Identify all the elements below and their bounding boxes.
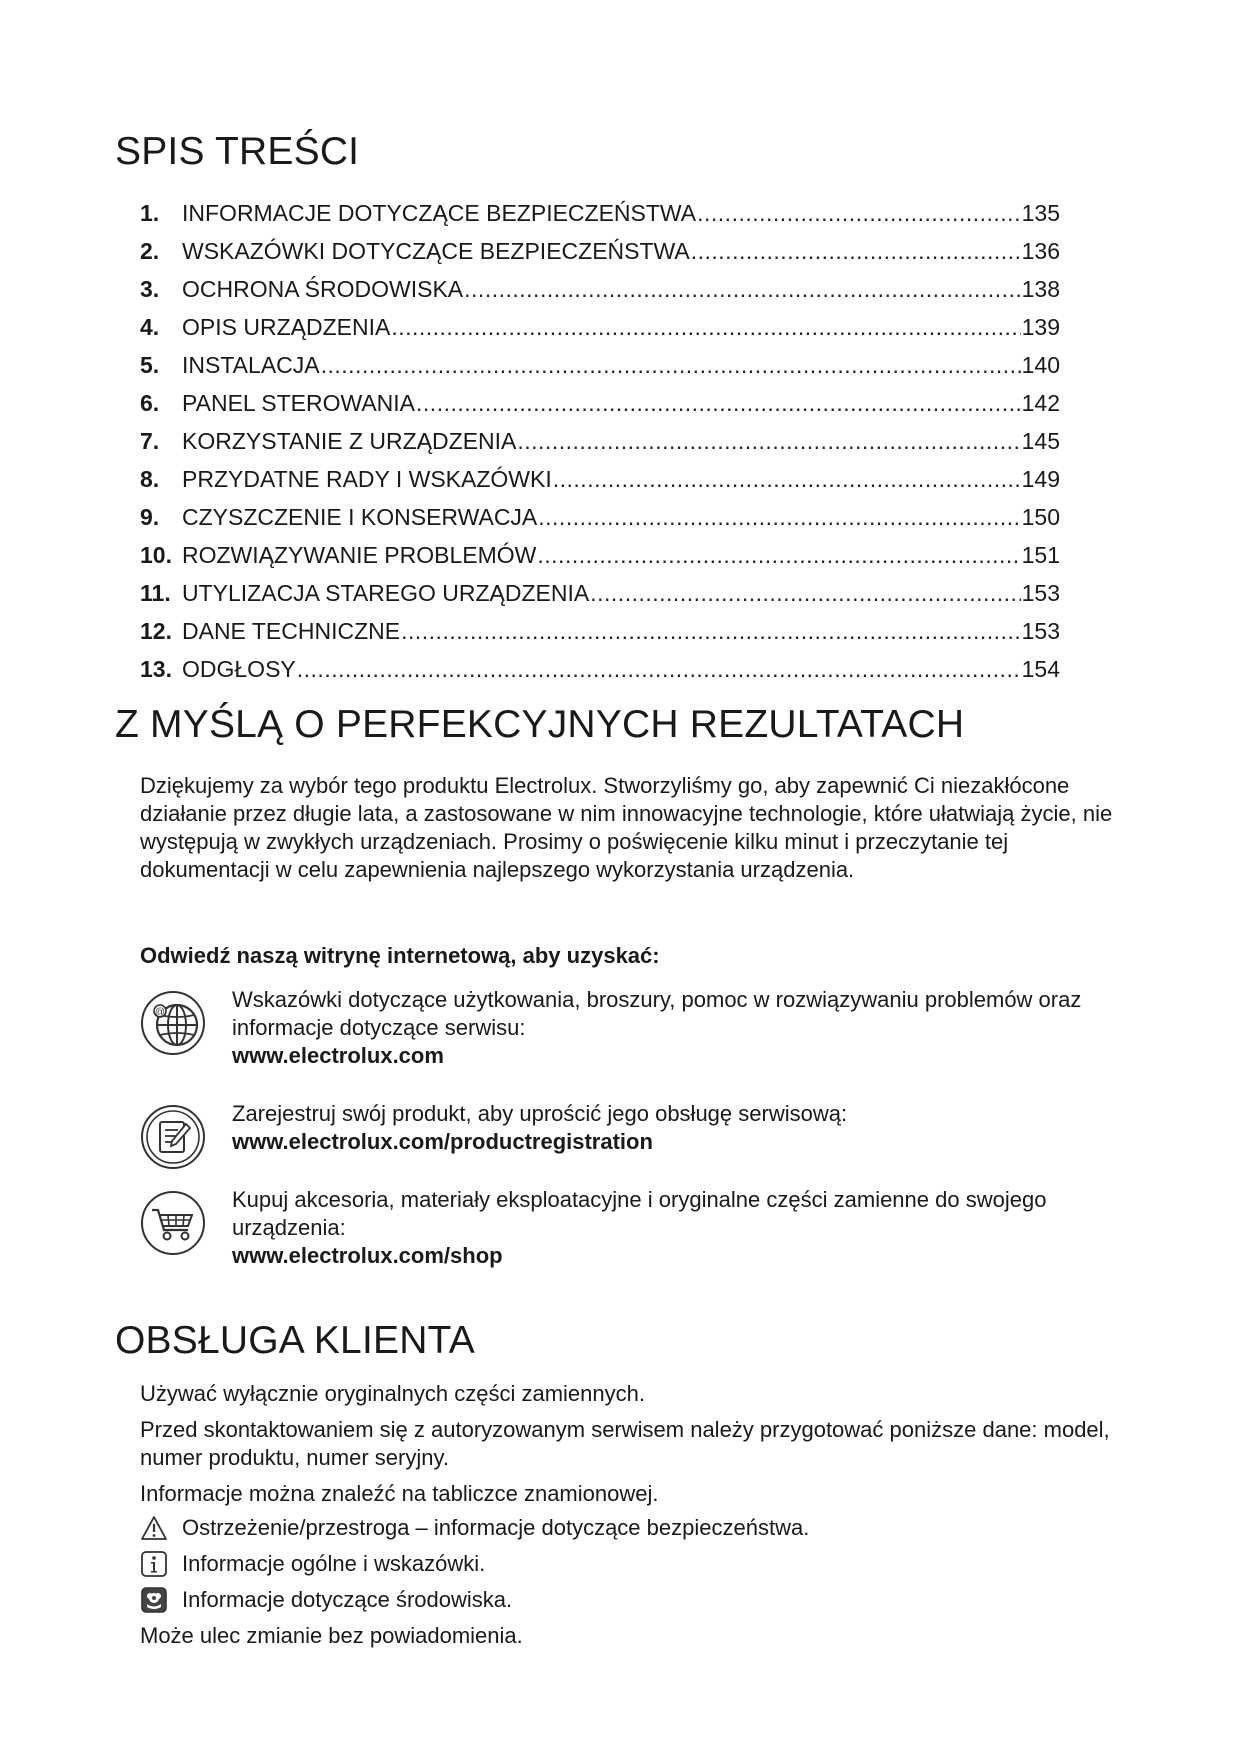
website-link[interactable]: www.electrolux.com (232, 1043, 444, 1068)
toc-item-number: 10. (140, 542, 172, 568)
web-resource-text (232, 1100, 1122, 1156)
toc-leader-dots (590, 574, 1020, 612)
toc-item-page: 136 (1021, 238, 1060, 264)
web-resource-description: Wskazówki dotyczące użytkowania, broszury, pomoc w rozwiązywaniu problemów oraz informacje dotyczące serwisu: (232, 987, 1082, 1040)
toc-item-page: 150 (1021, 504, 1060, 530)
toc-item-label: DANE TECHNICZNE (182, 618, 401, 644)
web-resource-description: Zarejestruj swój produkt, aby uprościć jego obsługę serwisową: (232, 1101, 848, 1126)
web-resource-description: Kupuj akcesoria, materiały eksploatacyjne i oryginalne części zamienne do swojego urządzenia: (232, 1187, 1047, 1240)
toc-item[interactable] (140, 612, 1060, 650)
toc-item-page: 154 (1021, 656, 1060, 682)
toc-item[interactable] (140, 574, 1060, 612)
toc-item-page: 153 (1021, 580, 1060, 606)
toc-leader-dots (401, 612, 1021, 650)
toc-item-page: 142 (1021, 390, 1060, 416)
toc-item-label: KORZYSTANIE Z URZĄDZENIA (182, 428, 517, 454)
toc-item-label: OCHRONA ŚRODOWISKA (182, 276, 464, 302)
toc-item-number: 13. (140, 656, 172, 682)
toc-item[interactable] (140, 346, 1060, 384)
legend-text: Informacje dotyczące środowiska. (182, 1587, 513, 1612)
toc-item-number: 1. (140, 200, 160, 226)
registration-icon (140, 1104, 206, 1170)
toc-item-page: 140 (1021, 352, 1060, 378)
toc-leader-dots (553, 460, 1021, 498)
toc-item-number: 11. (140, 580, 171, 606)
toc-leader-dots (416, 384, 1021, 422)
toc-item[interactable] (140, 460, 1060, 498)
toc-item-page: 145 (1021, 428, 1060, 454)
info-icon (140, 1551, 168, 1577)
toc-item-page: 139 (1021, 314, 1060, 340)
toc-item-label: WSKAZÓWKI DOTYCZĄCE BEZPIECZEŃSTWA (182, 238, 690, 264)
toc-item[interactable] (140, 194, 1060, 232)
warning-icon (140, 1515, 168, 1541)
visit-heading: Odwiedź naszą witrynę internetową, aby uzyskać: (140, 943, 660, 968)
toc-leader-dots (691, 232, 1021, 270)
shopping-cart-icon (140, 1190, 206, 1256)
toc-item-page: 138 (1021, 276, 1060, 302)
toc-item-label: ROZWIĄZYWANIE PROBLEMÓW (182, 542, 537, 568)
toc-leader-dots (321, 346, 1021, 384)
web-resource-support (140, 986, 1130, 1066)
toc-leader-dots (697, 194, 1021, 232)
toc-leader-dots (297, 650, 1021, 688)
toc-title: SPIS TREŚCI (115, 130, 360, 173)
globe-icon (140, 990, 206, 1056)
toc-item[interactable] (140, 384, 1060, 422)
toc-item[interactable] (140, 308, 1060, 346)
toc-item-label: INFORMACJE DOTYCZĄCE BEZPIECZEŃSTWA (182, 200, 697, 226)
toc-leader-dots (517, 422, 1020, 460)
toc-item[interactable] (140, 422, 1060, 460)
toc-leader-dots (537, 536, 1020, 574)
toc-item[interactable] (140, 270, 1060, 308)
service-text-contact: Przed skontaktowaniem się z autoryzowanym serwisem należy przygotować poniższe dane: model, numer produktu, numer seryjny. (140, 1417, 1110, 1470)
toc-item-page: 153 (1021, 618, 1060, 644)
legend-text: Informacje ogólne i wskazówki. (182, 1551, 486, 1576)
service-text-rating-plate: Informacje można znaleźć na tabliczce znamionowej. (140, 1481, 659, 1506)
toc-item-number: 2. (140, 238, 160, 264)
environment-icon (140, 1587, 168, 1613)
toc-item-label: ODGŁOSY (182, 656, 296, 682)
website-link[interactable]: www.electrolux.com/shop (232, 1243, 503, 1268)
web-resource-text (232, 986, 1122, 1070)
toc-item-label: INSTALACJA (182, 352, 320, 378)
toc-leader-dots (391, 308, 1020, 346)
toc-item-number: 7. (140, 428, 160, 454)
web-resource-text (232, 1186, 1122, 1270)
web-resource-registration (140, 1100, 1130, 1180)
service-text-disclaimer: Może ulec zmianie bez powiadomienia. (140, 1623, 523, 1648)
toc-item[interactable] (140, 498, 1060, 536)
toc-item-label: OPIS URZĄDZENIA (182, 314, 391, 340)
legend-text: Ostrzeżenie/przestroga – informacje dotyczące bezpieczeństwa. (182, 1515, 810, 1540)
toc-item[interactable] (140, 536, 1060, 574)
toc-item-page: 151 (1021, 542, 1060, 568)
toc-item[interactable] (140, 232, 1060, 270)
website-link[interactable]: www.electrolux.com/productregistration (232, 1129, 653, 1154)
customer-service-title: OBSŁUGA KLIENTA (115, 1319, 475, 1362)
toc-item-label: CZYSZCZENIE I KONSERWACJA (182, 504, 538, 530)
table-of-contents (140, 194, 1060, 688)
toc-item-number: 9. (140, 504, 160, 530)
svg-text:@: @ (154, 1007, 166, 1018)
service-text-parts: Używać wyłącznie oryginalnych części zamiennych. (140, 1381, 645, 1406)
toc-item-label: UTYLIZACJA STAREGO URZĄDZENIA (182, 580, 590, 606)
toc-item-number: 6. (140, 390, 160, 416)
toc-item-page: 149 (1021, 466, 1060, 492)
web-resource-shop (140, 1186, 1130, 1266)
toc-item-label: PRZYDATNE RADY I WSKAZÓWKI (182, 466, 552, 492)
toc-leader-dots (538, 498, 1020, 536)
intro-paragraph: Dziękujemy za wybór tego produktu Electrolux. Stworzyliśmy go, aby zapewnić Ci niezakłócone działanie przez długie lata, a zastosowane w nim innowacyjne technologie, które ułatwiają życie, nie występują w zwykłych urządzeniach. Prosimy o poświęcenie kilku minut i przeczytanie tej dokumentacji w celu zapewnienia najlepszego wykorzystania urządzenia. (140, 773, 1113, 882)
intro-title: Z MYŚLĄ O PERFEKCYJNYCH REZULTATACH (115, 703, 965, 746)
toc-item-number: 3. (140, 276, 160, 302)
toc-leader-dots (464, 270, 1020, 308)
toc-item-page: 135 (1021, 200, 1060, 226)
toc-item-number: 12. (140, 618, 172, 644)
toc-item-label: PANEL STEROWANIA (182, 390, 416, 416)
toc-item-number: 5. (140, 352, 160, 378)
toc-item-number: 8. (140, 466, 160, 492)
toc-item[interactable] (140, 650, 1060, 688)
toc-item-number: 4. (140, 314, 160, 340)
